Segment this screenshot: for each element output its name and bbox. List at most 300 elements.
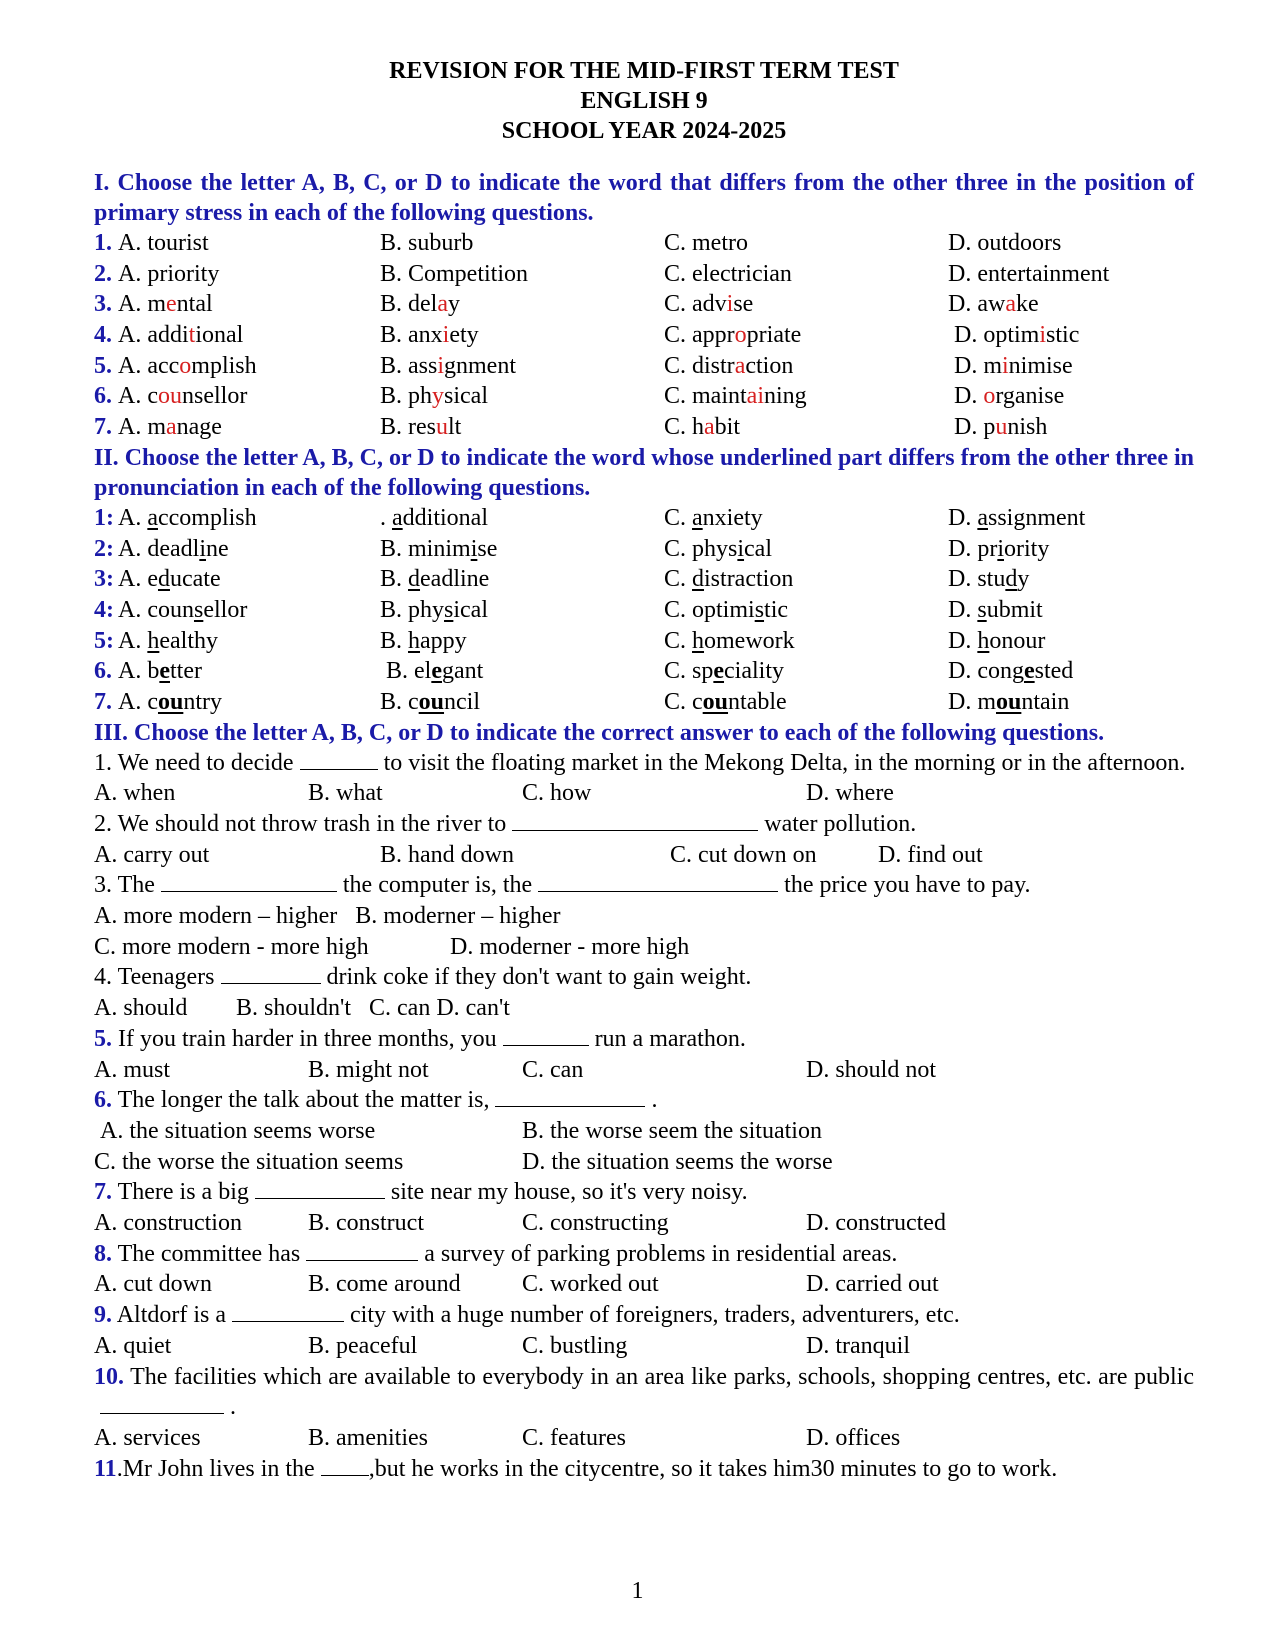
option-d[interactable]: D. moderner - more high: [450, 933, 690, 960]
marked-letters: i: [1039, 322, 1047, 349]
option-text: onour: [989, 627, 1046, 654]
option-a[interactable]: A. the situation seems worse: [100, 1117, 376, 1144]
option-c[interactable]: C. bustling: [522, 1332, 628, 1359]
question-8-options: [94, 1269, 1194, 1300]
question-3-options-ab: [94, 901, 1194, 932]
section-1-questions: [94, 228, 1194, 443]
question-1: 1. We need to decide to visit the floating market in the Mekong Delta, in the morning or in the afternoon.: [94, 749, 1186, 776]
option-text: dditional: [402, 504, 488, 531]
section-1-heading: I. Choose the letter A, B, C, or D to indicate the word that differs from the other three in the position of primary stress in each of the following questions.: [94, 170, 1194, 226]
option-text: lt: [448, 414, 462, 441]
option-text: B. c: [380, 688, 419, 715]
option-text: ciality: [724, 658, 784, 685]
question-number: 2:: [94, 535, 114, 562]
marked-letters: o: [179, 352, 192, 379]
option-text: gnment: [444, 352, 517, 379]
option-b[interactable]: B. amenities: [308, 1424, 428, 1451]
question-7: 7. There is a big site near my house, so it's very noisy.: [94, 1179, 748, 1206]
option-c[interactable]: [664, 564, 793, 595]
option-text: B. el: [386, 658, 432, 685]
marked-letters: o: [734, 322, 747, 349]
option-c[interactable]: C. features: [522, 1424, 626, 1451]
option-text: ucate: [169, 566, 221, 593]
option-c[interactable]: [664, 228, 748, 259]
question-10: 10. The facilities which are available to everybody in an area like parks, schools, shopping centres, etc. are public.: [94, 1363, 1194, 1421]
option-b[interactable]: [380, 503, 488, 534]
option-text: A. b: [118, 658, 160, 685]
option-text: D. m: [948, 688, 996, 715]
question-11: 11.Mr John lives in the ,but he works in the citycentre, so it takes him30 minutes to go to work.: [94, 1455, 1058, 1482]
question-2-options: [94, 840, 1194, 871]
option-text: istraction: [704, 566, 794, 593]
option-text: C. appr: [664, 322, 735, 349]
option-b[interactable]: [380, 595, 488, 626]
option-d[interactable]: [948, 656, 1073, 687]
option-text: B. Competition: [380, 260, 529, 287]
option-text: D. stu: [948, 566, 1006, 593]
option-b[interactable]: B. what: [308, 780, 383, 807]
option-c[interactable]: [664, 289, 753, 320]
document-title: [94, 56, 1194, 146]
option-c[interactable]: C. the worse the situation seems: [94, 1148, 404, 1175]
option-text: B. minim: [380, 535, 471, 562]
option-d[interactable]: [948, 503, 1085, 534]
option-text: B.: [380, 627, 409, 654]
option-a[interactable]: A. carry out: [94, 841, 210, 868]
option-a[interactable]: [118, 687, 222, 718]
option-d[interactable]: D. offices: [806, 1424, 901, 1451]
option-c[interactable]: [664, 626, 795, 657]
option-d[interactable]: D. tranquil: [806, 1332, 910, 1359]
question-10-options: [94, 1423, 1194, 1454]
option-text: A. m: [118, 291, 166, 318]
option-c[interactable]: [664, 351, 793, 382]
option-c[interactable]: [664, 320, 801, 351]
question-5: 5. If you train harder in three months, you run a marathon.: [94, 1025, 746, 1052]
pronunciation-question-7: [94, 687, 1194, 718]
option-a[interactable]: [118, 534, 229, 565]
option-b[interactable]: [380, 564, 489, 595]
pronunciation-question-6: [94, 656, 1194, 687]
option-a[interactable]: A. quiet: [94, 1332, 172, 1359]
stress-question-4: [94, 320, 1194, 351]
question-9-options: [94, 1331, 1194, 1362]
option-d[interactable]: D. find out: [878, 841, 983, 868]
option-d[interactable]: D. carried out: [806, 1271, 939, 1298]
option-text: D. entertainment: [948, 260, 1110, 287]
section-2-questions: [94, 503, 1194, 718]
option-a[interactable]: [118, 320, 243, 351]
stress-question-7: [94, 412, 1194, 443]
marked-letters: h: [692, 627, 705, 654]
option-text: C. sp: [664, 658, 714, 685]
option-text: se: [733, 291, 754, 318]
option-a[interactable]: [118, 228, 209, 259]
marked-letters: o: [983, 383, 996, 410]
option-c[interactable]: C. can: [522, 1056, 584, 1083]
option-text: y: [1017, 566, 1030, 593]
option-a[interactable]: [118, 259, 219, 290]
option-text: B.: [380, 566, 409, 593]
question-number: 7.: [94, 688, 112, 715]
marked-letters: s: [444, 596, 454, 623]
stress-question-3: [94, 289, 1194, 320]
option-c[interactable]: C. more modern - more high: [94, 933, 369, 960]
option-text: nxiety: [702, 504, 763, 531]
option-b[interactable]: B. come around: [308, 1271, 461, 1298]
option-text: C. c: [664, 688, 703, 715]
option-a[interactable]: [118, 626, 218, 657]
option-text: A. acc: [118, 352, 180, 379]
option-text: ction: [745, 352, 794, 379]
marked-letters: e: [159, 658, 170, 685]
option-text: stic: [1046, 322, 1080, 349]
option-d[interactable]: D. the situation seems the worse: [522, 1148, 833, 1175]
marked-letters: s: [193, 596, 204, 623]
marked-letters: d: [692, 566, 705, 593]
marked-letters: ai: [746, 383, 764, 410]
marked-letters: a: [437, 291, 448, 318]
option-text: omework: [704, 627, 795, 654]
marked-letters: i: [1002, 352, 1009, 379]
option-text: ntain: [1021, 688, 1070, 715]
question-3: 3. The the computer is, the the price you have to pay.: [94, 872, 1031, 899]
question-7-options: [94, 1208, 1194, 1239]
marked-letters: d: [408, 566, 421, 593]
option-b[interactable]: [380, 381, 488, 412]
marked-letters: u: [995, 414, 1008, 441]
question-number: 1.: [94, 230, 112, 256]
question-6: 6. The longer the talk about the matter is, .: [94, 1087, 658, 1114]
option-text: ne: [205, 535, 229, 562]
option-text: nish: [1007, 414, 1048, 441]
section-3-heading: III. Choose the letter A, B, C, or D to indicate the correct answer to each of the following questions.: [94, 719, 1105, 746]
answer-blank: [306, 1240, 418, 1261]
option-text: nage: [176, 414, 222, 441]
option-text: C. maint: [664, 383, 747, 410]
option-a[interactable]: A. cut down: [94, 1271, 212, 1298]
stress-question-6: [94, 381, 1194, 412]
option-text: D. aw: [948, 291, 1006, 318]
question-1-options: [94, 778, 1194, 809]
option-text: ntable: [728, 688, 787, 715]
title-line-1: REVISION FOR THE MID-FIRST TERM TEST: [389, 58, 899, 84]
option-text: B. phy: [380, 596, 445, 623]
option-a[interactable]: [118, 289, 213, 320]
stress-question-2: [94, 259, 1194, 290]
question-number: 1:: [94, 504, 114, 531]
marked-letters: i: [726, 291, 734, 318]
question-number: 6.: [94, 658, 112, 685]
marked-letters: i: [437, 352, 445, 379]
option-c[interactable]: [664, 503, 763, 534]
answer-blank: [161, 871, 337, 892]
option-b[interactable]: B. peaceful: [308, 1332, 418, 1359]
option-text: ncil: [444, 688, 481, 715]
option-c[interactable]: [664, 412, 740, 443]
option-text: appy: [420, 627, 467, 654]
question-number: 7.: [94, 414, 112, 441]
option-text: C. h: [664, 414, 705, 441]
option-a[interactable]: [118, 564, 221, 595]
question-8: 8. The committee has a survey of parking problems in residential areas.: [94, 1240, 898, 1267]
option-c[interactable]: C. worked out: [522, 1271, 659, 1298]
question-number: 5:: [94, 627, 114, 654]
option-text: C. metro: [664, 230, 748, 256]
option-text: ority: [1004, 535, 1050, 562]
marked-letters: ou: [157, 688, 184, 715]
option-text: B. res: [380, 414, 436, 441]
option-d[interactable]: [954, 381, 1064, 412]
option-b[interactable]: [380, 626, 467, 657]
marked-letters: e: [713, 658, 725, 685]
option-d[interactable]: [948, 564, 1029, 595]
question-2: 2. We should not throw trash in the river to water pollution.: [94, 811, 917, 838]
option-b[interactable]: B. hand down: [380, 841, 514, 868]
option-text: C.: [664, 504, 693, 531]
option-d[interactable]: [948, 289, 1039, 320]
option-text: A. deadl: [118, 535, 200, 562]
option-text: nsellor: [181, 383, 248, 410]
marked-letters: u: [436, 414, 448, 441]
option-text: cal: [744, 535, 773, 562]
option-b[interactable]: B. construct: [308, 1210, 424, 1237]
option-text: mplish: [191, 352, 257, 379]
option-text: A. addi: [118, 322, 189, 349]
section-3-questions: [94, 748, 1194, 1485]
answer-blank: [100, 1393, 224, 1414]
question-4-options: [94, 993, 1194, 1024]
option-b[interactable]: B. the worse seem the situation: [522, 1117, 822, 1144]
marked-letters: s: [977, 596, 987, 623]
question-number: 3.: [94, 291, 112, 318]
marked-letters: a: [977, 504, 988, 531]
option-text: ellor: [203, 596, 248, 623]
marked-letters: i: [737, 535, 745, 562]
marked-letters: t: [188, 322, 196, 349]
question-3-options-cd: [94, 932, 1194, 963]
pronunciation-question-1: [94, 503, 1194, 534]
marked-letters: i: [199, 535, 206, 562]
option-text: se: [477, 535, 498, 562]
marked-letters: ou: [418, 688, 445, 715]
option-text: A. priority: [118, 260, 220, 287]
option-text: gant: [441, 658, 484, 685]
answer-blank: [503, 1025, 589, 1046]
marked-letters: a: [147, 504, 158, 531]
marked-letters: i: [470, 535, 478, 562]
question-number: 4:: [94, 596, 114, 623]
question-number: 6.: [94, 383, 112, 410]
option-text: sted: [1034, 658, 1074, 685]
option-d[interactable]: [954, 351, 1073, 382]
option-c[interactable]: [664, 534, 772, 565]
option-b[interactable]: [380, 534, 497, 565]
option-text: D.: [954, 383, 984, 410]
option-d[interactable]: [948, 228, 1061, 259]
marked-letters: h: [147, 627, 160, 654]
option-text: eadline: [420, 566, 490, 593]
option-a[interactable]: [118, 595, 247, 626]
answer-blank: [300, 749, 378, 770]
option-a[interactable]: A. services: [94, 1424, 201, 1451]
option-c[interactable]: [664, 381, 807, 412]
option-text: D. p: [954, 414, 996, 441]
option-c[interactable]: [664, 687, 787, 718]
question-4: 4. Teenagers drink coke if they don't want to gain weight.: [94, 964, 752, 991]
answer-blank: [495, 1086, 645, 1107]
option-text: ntal: [176, 291, 213, 318]
options-a-b[interactable]: A. more modern – higher B. moderner – higher: [94, 903, 561, 930]
option-d[interactable]: [948, 534, 1049, 565]
option-text: D. m: [954, 352, 1002, 379]
pronunciation-question-3: [94, 564, 1194, 595]
option-text: nimise: [1008, 352, 1073, 379]
question-6-options-ab: [94, 1116, 1194, 1147]
option-b[interactable]: [380, 412, 461, 443]
option-text: ssignment: [988, 504, 1086, 531]
option-text: ke: [1015, 291, 1039, 318]
stress-question-5: [94, 351, 1194, 382]
option-text: ional: [195, 322, 244, 349]
answer-blank: [255, 1178, 385, 1199]
question-number: 2.: [94, 260, 112, 287]
option-text: rganise: [995, 383, 1065, 410]
option-text: priate: [746, 322, 802, 349]
option-c[interactable]: [664, 595, 788, 626]
option-text: A. coun: [118, 596, 194, 623]
marked-letters: d: [157, 566, 170, 593]
option-a[interactable]: A. construction: [94, 1210, 242, 1237]
option-a[interactable]: [118, 656, 202, 687]
option-a[interactable]: [118, 351, 257, 382]
option-a[interactable]: A. must: [94, 1056, 171, 1083]
options-b-c-d[interactable]: B. shouldn't C. can D. can't: [236, 995, 510, 1022]
option-d[interactable]: D. where: [806, 780, 894, 807]
option-text: B. suburb: [380, 230, 474, 256]
option-c[interactable]: [664, 656, 784, 687]
answer-blank: [512, 810, 758, 831]
option-d[interactable]: D. should not: [806, 1056, 937, 1083]
option-text: ety: [449, 322, 479, 349]
option-text: A.: [118, 627, 148, 654]
option-d[interactable]: [954, 412, 1047, 443]
option-text: A. c: [118, 383, 158, 410]
question-number: 3:: [94, 566, 114, 593]
option-text: C. phys: [664, 535, 738, 562]
option-c[interactable]: C. constructing: [522, 1210, 669, 1237]
option-text: C.: [664, 627, 693, 654]
option-d[interactable]: [948, 595, 1043, 626]
marked-letters: a: [1005, 291, 1016, 318]
option-b[interactable]: [380, 687, 480, 718]
option-d[interactable]: [954, 320, 1079, 351]
option-b[interactable]: B. might not: [308, 1056, 429, 1083]
option-d[interactable]: [948, 626, 1045, 657]
option-text: D.: [948, 596, 978, 623]
marked-letters: ou: [702, 688, 729, 715]
option-text: D.: [948, 504, 978, 531]
question-5-options: [94, 1055, 1194, 1086]
option-text: ning: [764, 383, 807, 410]
marked-letters: h: [977, 627, 990, 654]
answer-blank: [232, 1301, 344, 1322]
option-b[interactable]: [380, 259, 528, 290]
option-text: C. optimi: [664, 596, 755, 623]
marked-letters: s: [754, 596, 765, 623]
marked-letters: y: [432, 383, 445, 410]
option-b[interactable]: [380, 289, 460, 320]
question-9: 9. Altdorf is a city with a huge number of foreigners, traders, adventurers, etc.: [94, 1302, 960, 1329]
marked-letters: e: [166, 291, 177, 318]
option-d[interactable]: [948, 687, 1069, 718]
option-text: B. del: [380, 291, 438, 318]
option-text: C.: [664, 566, 693, 593]
marked-letters: ou: [996, 688, 1022, 715]
option-text: B. anx: [380, 322, 443, 349]
option-c[interactable]: [664, 259, 792, 290]
option-text: C. distr: [664, 352, 735, 379]
option-b[interactable]: [380, 320, 479, 351]
option-b[interactable]: [380, 228, 473, 259]
option-text: D. outdoors: [948, 230, 1062, 256]
option-a[interactable]: [118, 503, 257, 534]
option-a[interactable]: A. should: [94, 995, 188, 1022]
option-text: .: [380, 504, 392, 531]
marked-letters: i: [442, 322, 450, 349]
option-c[interactable]: C. how: [522, 780, 592, 807]
option-d[interactable]: [948, 259, 1109, 290]
answer-blank: [321, 1455, 369, 1476]
answer-blank: [221, 963, 321, 984]
marked-letters: i: [997, 535, 1004, 562]
title-line-3: SCHOOL YEAR 2024-2025: [501, 118, 787, 144]
option-text: D.: [948, 627, 978, 654]
section-2-heading: II. Choose the letter A, B, C, or D to indicate the word whose underlined part differs from the other three in pronunciation in each of the following questions.: [94, 444, 1194, 501]
option-text: ealthy: [159, 627, 218, 654]
option-text: sical: [444, 383, 488, 410]
marked-letters: ou: [157, 383, 182, 410]
option-text: C. adv: [664, 291, 727, 318]
option-text: tter: [170, 658, 202, 685]
pronunciation-question-5: [94, 626, 1194, 657]
marked-letters: a: [692, 504, 703, 531]
option-d[interactable]: D. constructed: [806, 1210, 946, 1237]
option-text: B. ass: [380, 352, 438, 379]
option-text: y: [447, 291, 460, 318]
marked-letters: a: [734, 352, 746, 379]
option-a[interactable]: A. when: [94, 780, 176, 807]
question-number: 5.: [94, 352, 112, 379]
option-text: ntry: [183, 688, 223, 715]
marked-letters: d: [1005, 566, 1018, 593]
marked-letters: a: [166, 414, 177, 441]
option-text: A. m: [118, 414, 166, 441]
title-line-2: ENGLISH 9: [580, 88, 708, 114]
option-a[interactable]: [118, 412, 222, 443]
pronunciation-question-2: [94, 534, 1194, 565]
option-c[interactable]: C. cut down on: [670, 841, 817, 868]
pronunciation-question-4: [94, 595, 1194, 626]
option-text: D. pr: [948, 535, 998, 562]
option-b[interactable]: [386, 656, 483, 687]
option-a[interactable]: [118, 381, 247, 412]
option-text: A. e: [118, 566, 158, 593]
option-text: tic: [764, 596, 789, 623]
page-number: 1: [631, 1578, 644, 1604]
option-b[interactable]: [380, 351, 516, 382]
option-text: A. c: [118, 688, 158, 715]
